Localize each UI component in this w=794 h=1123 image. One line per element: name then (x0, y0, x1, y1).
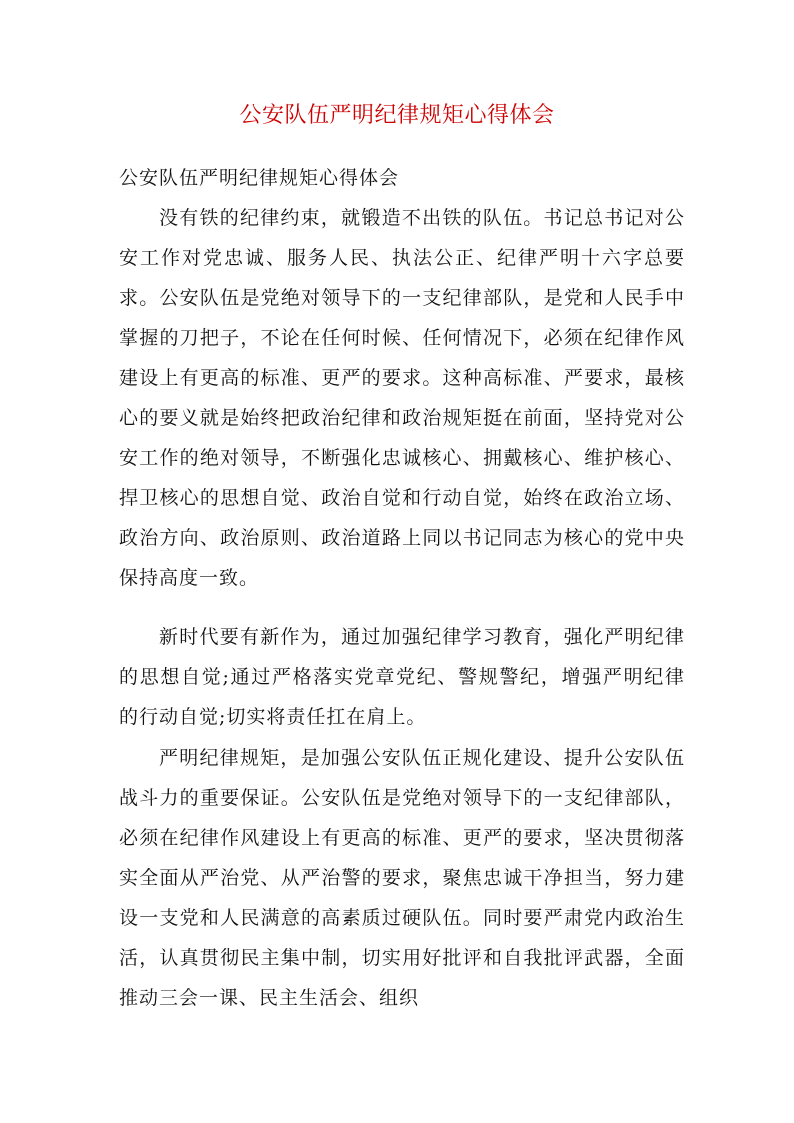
paragraph-3: 严明纪律规矩，是加强公安队伍正规化建设、提升公安队伍战斗力的重要保证。公安队伍是党绝对领导下的一支纪律部队，必须在纪律作风建设上有更高的标准、更严的要求，坚决贯彻落实全面从严治党、从严治警的要求，聚焦忠诚干净担当，努力建设一支党和人民满意的高素质过硬队伍。同时要严肃党内政治生活，认真贯彻民主集中制，切实用好批评和自我批评武器，全面推动三会一课、民主生活会、组织 (119, 747, 685, 1009)
paragraph-1: 没有铁的纪律约束，就锻造不出铁的队伍。书记总书记对公安工作对党忠诚、服务人民、执法公正、纪律严明十六字总要求。公安队伍是党绝对领导下的一支纪律部队，是党和人民手中掌握的刀把子，不论在任何时候、任何情况下，必须在纪律作风建设上有更高的标准、更严的要求。这种高标准、严要求，最核心的要义就是始终把政治纪律和政治规矩挺在前面，坚持党对公安工作的绝对领导，不断强化忠诚核心、拥戴核心、维护核心、捍卫核心的思想自觉、政治自觉和行动自觉，始终在政治立场、政治方向、政治原则、政治道路上同以书记同志为核心的党中央保持高度一致。 (119, 207, 685, 589)
paragraph-2: 新时代要有新作为，通过加强纪律学习教育，强化严明纪律的思想自觉;通过严格落实党章党纪、警规警纪，增强严明纪律的行动自觉;切实将责任扛在肩上。 (119, 626, 685, 728)
document-title: 公安队伍严明纪律规矩心得体会 (239, 103, 555, 128)
document-subtitle: 公安队伍严明纪律规矩心得体会 (119, 167, 400, 189)
